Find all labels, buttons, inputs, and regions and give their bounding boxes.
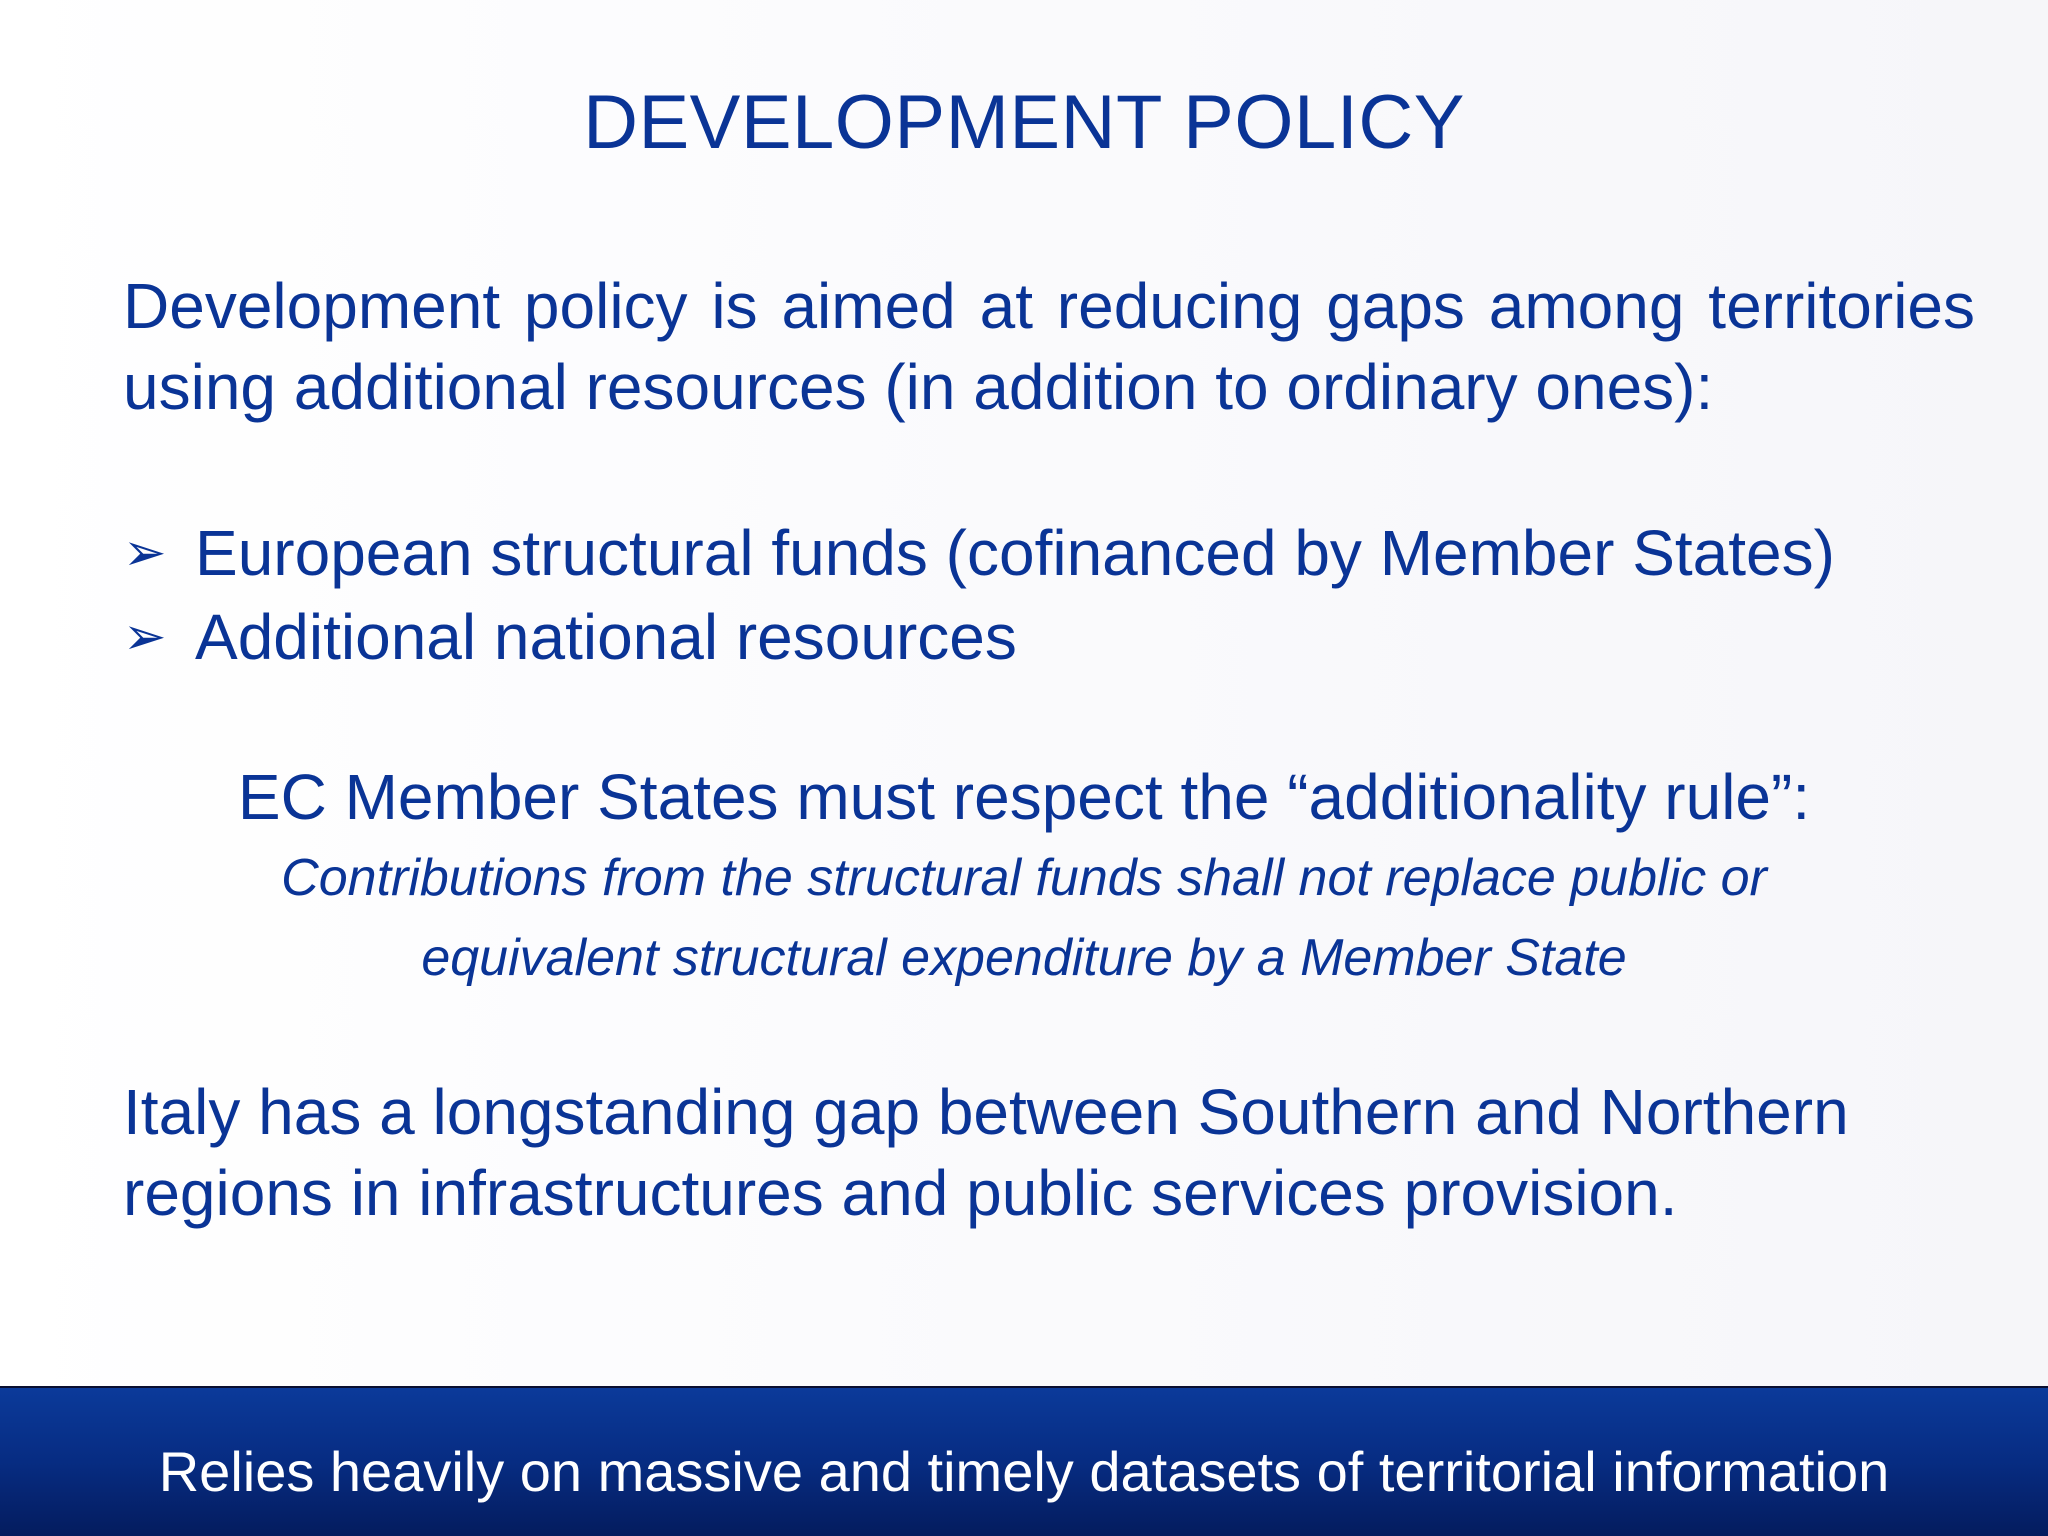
quote-line-2: equivalent structural expenditure by a Member State bbox=[421, 929, 1627, 987]
bullet-list bbox=[123, 511, 2023, 679]
bullet-item-national-resources bbox=[123, 595, 2023, 679]
arrow-bullet-icon: ➢ bbox=[123, 524, 167, 582]
intro-paragraph: Development policy is aimed at reducing gaps among territories using additional resources (in addition to ordinary ones): bbox=[123, 270, 1975, 423]
quote-line-1: Contributions from the structural funds shall not replace public or bbox=[281, 849, 1767, 907]
bullet-text: European structural funds (cofinanced by Member States) bbox=[195, 517, 1835, 589]
additionality-rule-heading: EC Member States must respect the “additionality rule”: bbox=[237, 761, 1811, 833]
footer-text: Relies heavily on massive and timely datasets of territorial information bbox=[158, 1440, 1890, 1503]
footer-banner bbox=[0, 1386, 2048, 1536]
italy-paragraph: Italy has a longstanding gap between Southern and Northern regions in infrastructures and public services provision. bbox=[123, 1076, 1849, 1229]
slide-title: DEVELOPMENT POLICY bbox=[583, 80, 1465, 165]
additionality-rule-quote bbox=[180, 838, 1868, 998]
arrow-bullet-icon: ➢ bbox=[123, 608, 167, 666]
bullet-item-structural-funds bbox=[123, 511, 2023, 595]
bullet-text: Additional national resources bbox=[195, 601, 1017, 673]
